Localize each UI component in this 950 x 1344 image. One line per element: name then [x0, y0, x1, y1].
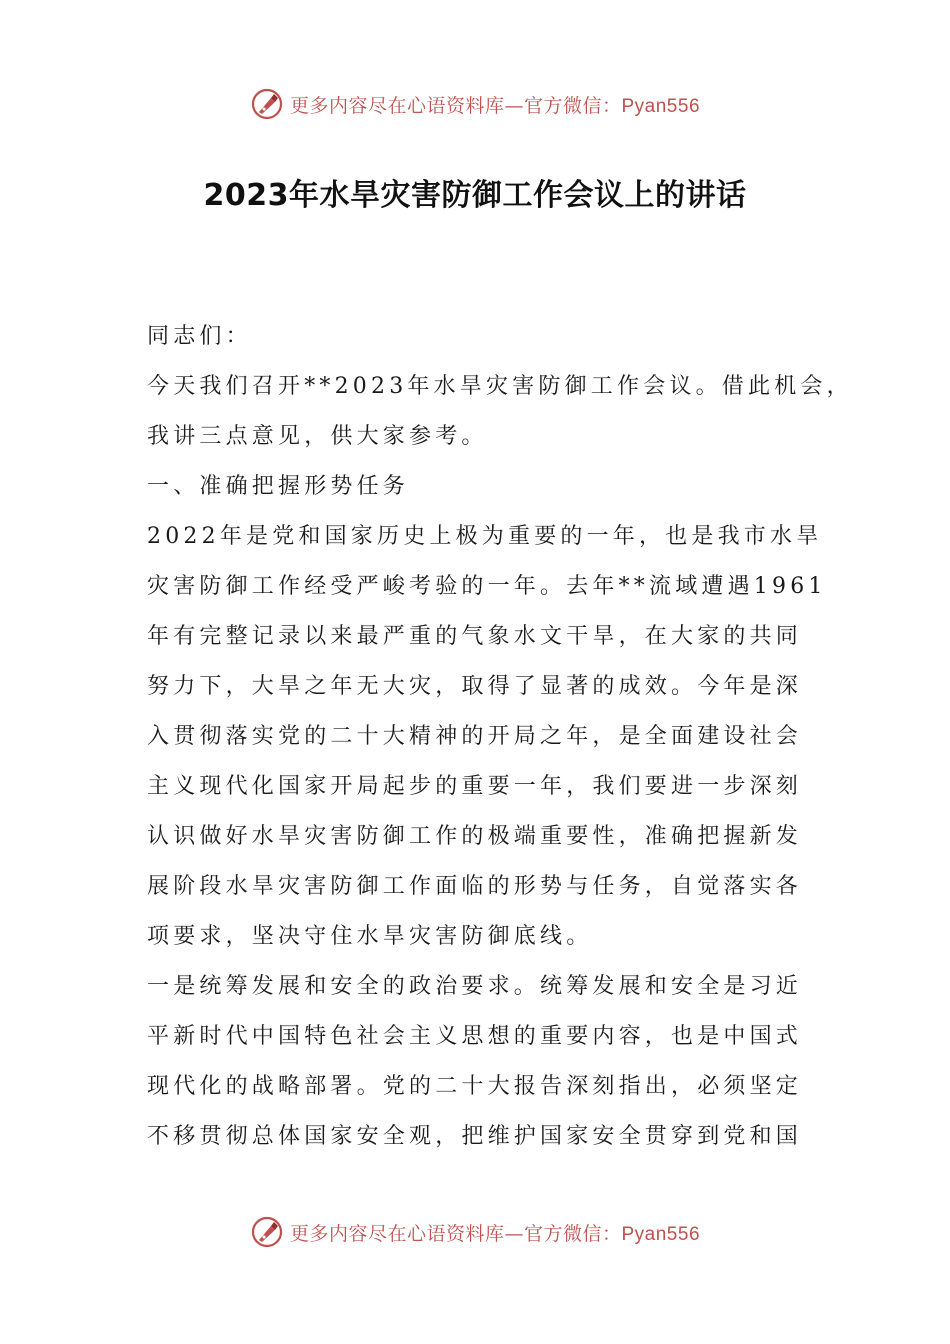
text-line: 2022年是党和国家历史上极为重要的一年，也是我市水旱 — [147, 524, 823, 549]
footer-watermark-banner — [0, 1212, 950, 1252]
text-line: 我讲三点意见，供大家参考。 — [147, 424, 488, 449]
banner-text — [290, 1219, 700, 1246]
text-line: 现代化的战略部署。党的二十大报告深刻指出，必须坚定 — [147, 1074, 803, 1099]
text-line: 展阶段水旱灾害防御工作面临的形势与任务，自觉落实各 — [147, 874, 803, 899]
text-line: 项要求，坚决守住水旱灾害防御底线。 — [147, 924, 593, 949]
banner-label: 更多内容尽在心语资料库—官方微信： — [289, 1222, 622, 1245]
header-watermark-banner — [0, 84, 950, 124]
page-title: 2023年水旱灾害防御工作会议上的讲话 — [203, 178, 747, 213]
banner-wechat-id: Pyan556 — [621, 95, 701, 117]
text-line: 灾害防御工作经受严峻考验的一年。去年**流域遭遇1961 — [147, 574, 827, 599]
pen-nib-logo-icon — [250, 87, 284, 121]
banner-text — [290, 91, 700, 118]
banner-label: 更多内容尽在心语资料库—官方微信： — [289, 94, 622, 117]
section-heading: 一、准确把握形势任务 — [147, 474, 410, 499]
text-line: 认识做好水旱灾害防御工作的极端重要性，准确把握新发 — [147, 824, 803, 849]
text-line: 年有完整记录以来最严重的气象水文干旱，在大家的共同 — [147, 624, 803, 649]
text-line: 不移贯彻总体国家安全观，把维护国家安全贯穿到党和国 — [147, 1124, 803, 1149]
text-line: 平新时代中国特色社会主义思想的重要内容，也是中国式 — [147, 1024, 803, 1049]
text-line: 同志们： — [147, 324, 252, 349]
text-line: 主义现代化国家开局起步的重要一年，我们要进一步深刻 — [147, 774, 803, 799]
text-line: 今天我们召开**2023年水旱灾害防御工作会议。借此机会， — [147, 374, 853, 399]
banner-wechat-id: Pyan556 — [621, 1223, 701, 1245]
text-line: 入贯彻落实党的二十大精神的开局之年，是全面建设社会 — [147, 724, 803, 749]
document-body — [147, 312, 853, 1162]
text-line: 一是统筹发展和安全的政治要求。统筹发展和安全是习近 — [147, 974, 803, 999]
pen-nib-logo-icon — [250, 1215, 284, 1249]
text-line: 努力下，大旱之年无大灾，取得了显著的成效。今年是深 — [147, 674, 803, 699]
